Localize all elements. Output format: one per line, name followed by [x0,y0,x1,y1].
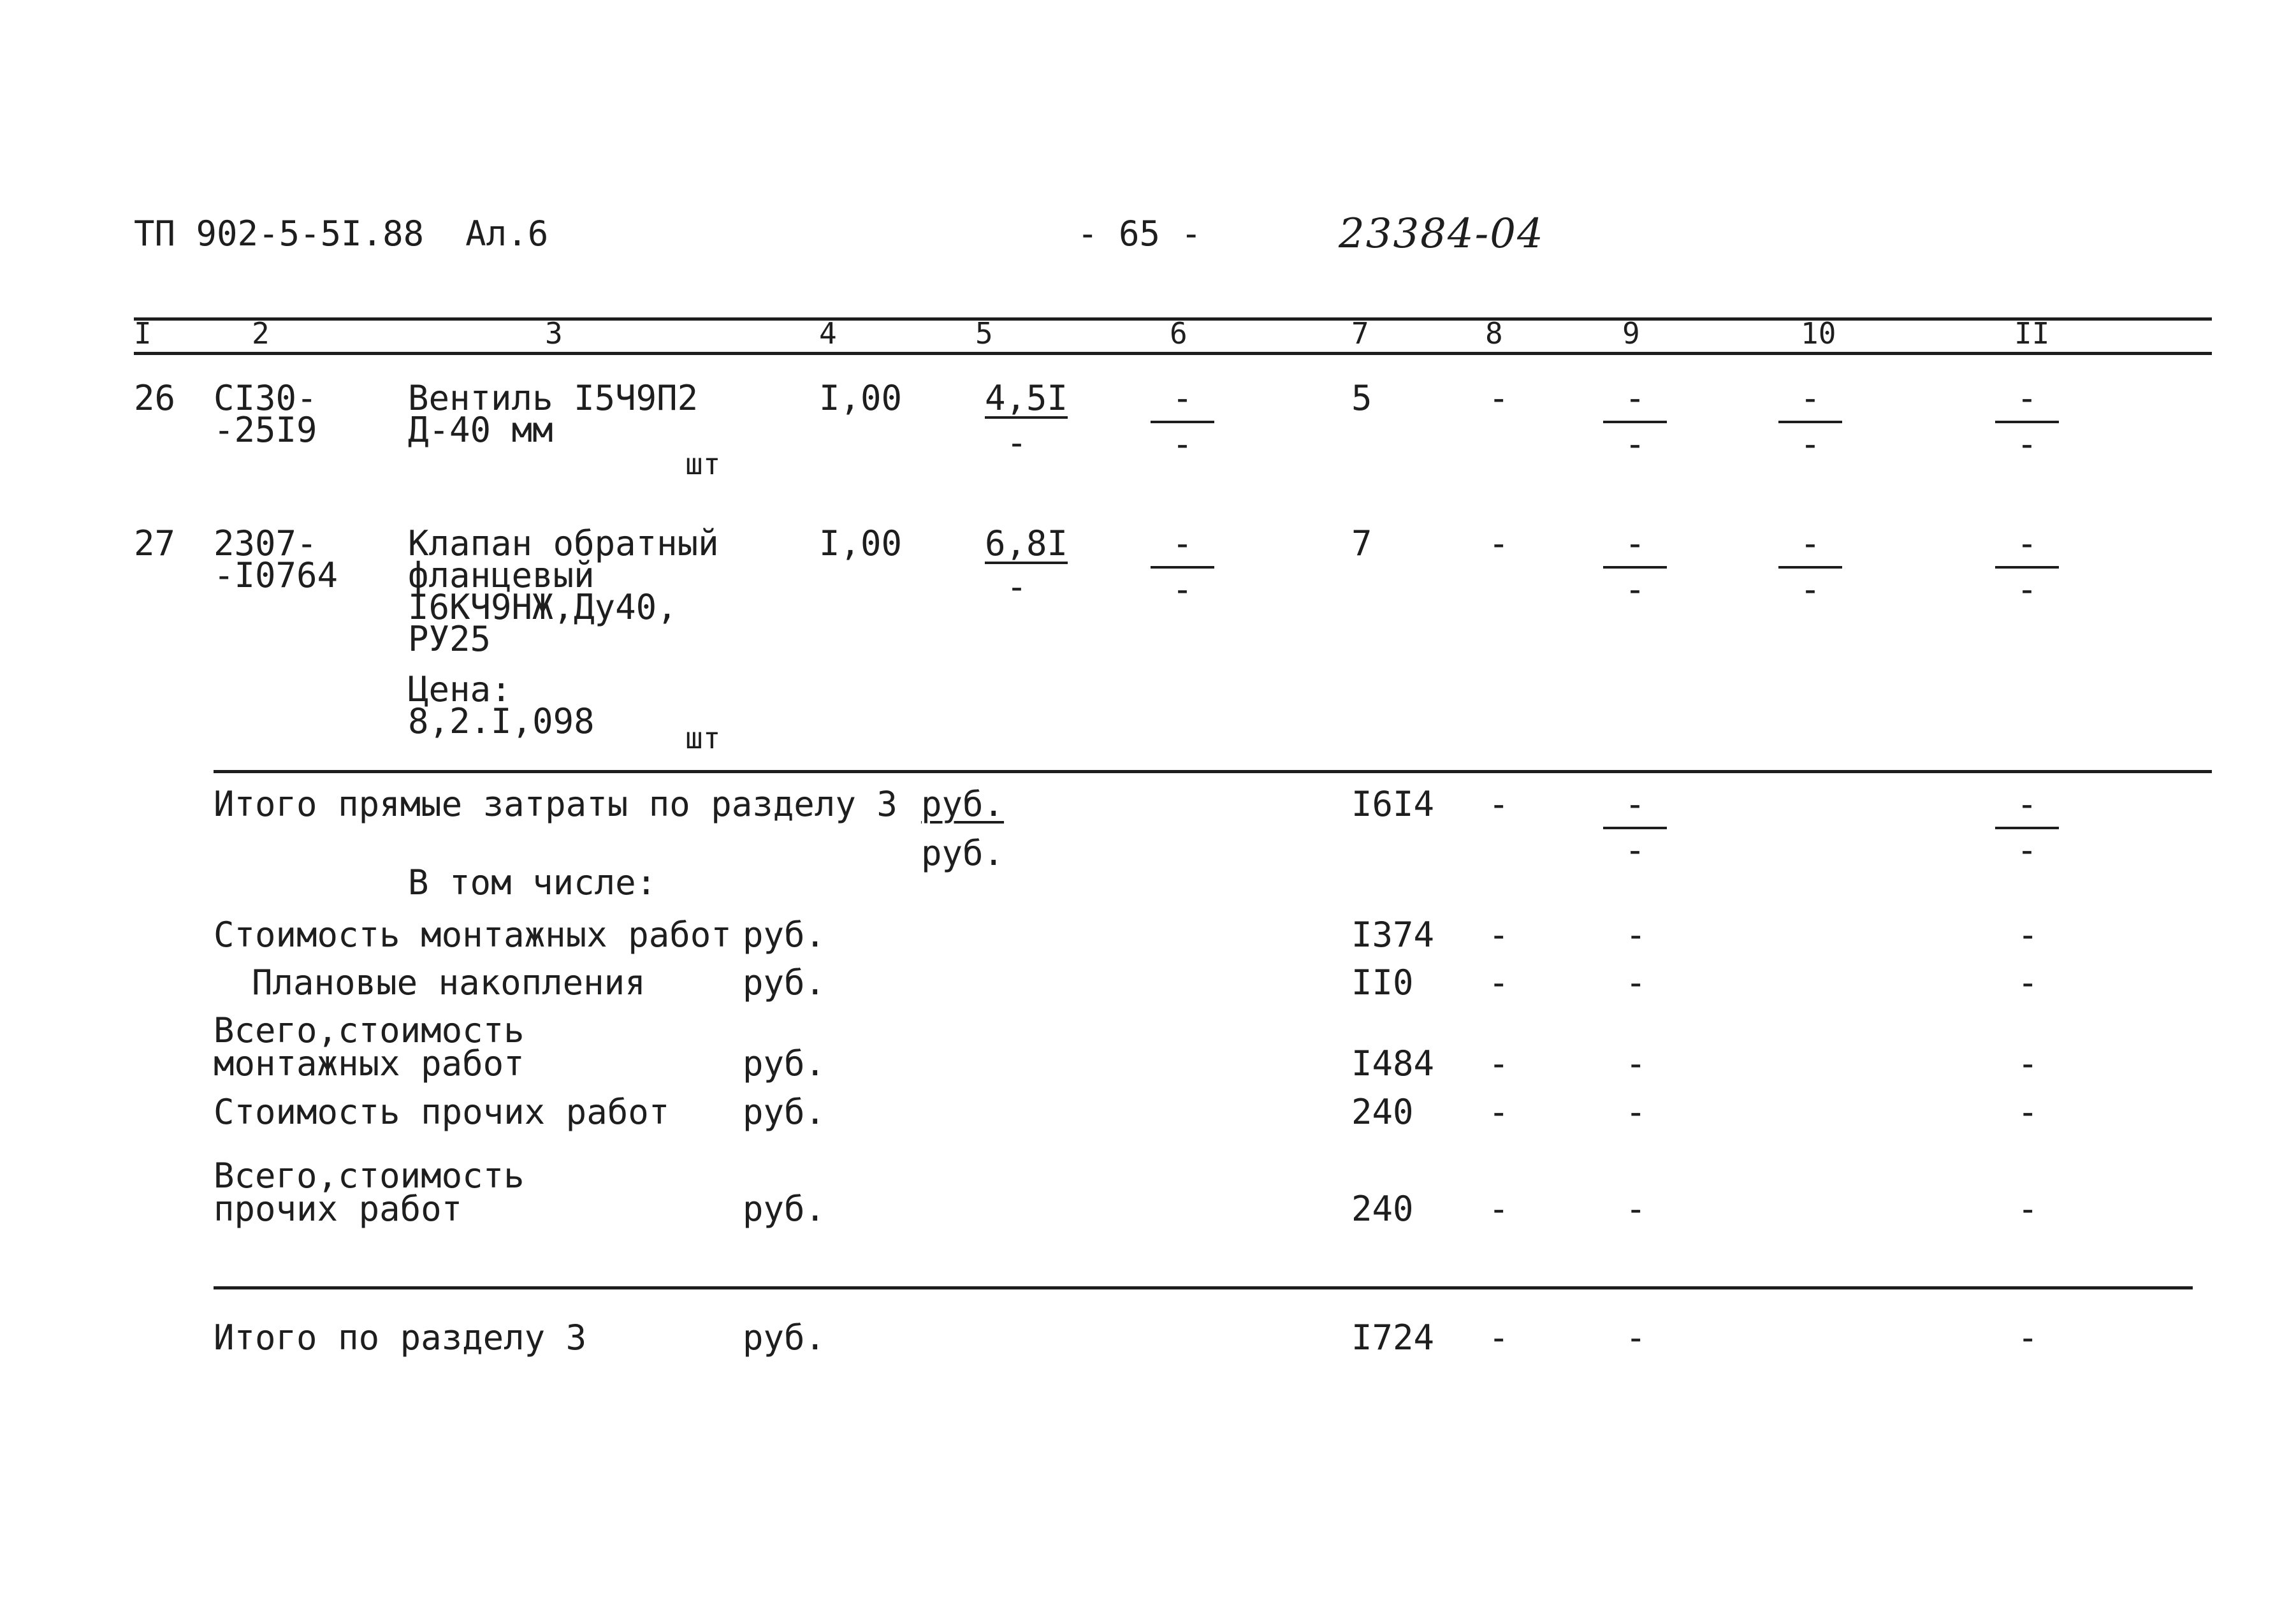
value-bottom: - [1172,424,1193,464]
item-description: Клапан обратный [408,523,719,563]
cost-column-11: - [2017,1043,2038,1084]
direct-costs-column-11 [1995,784,2059,870]
item-code: CI30- [214,378,317,418]
value-bottom: - [1172,569,1193,609]
item-description: I6КЧ9НЖ,Ду40, [408,587,678,627]
column-number-10: 10 [1801,316,1836,351]
column-9-value [1603,523,1667,609]
value-bottom: - [1624,569,1646,609]
document-code: ТП 902-5-5I.88 Ал.6 [134,214,549,254]
direct-costs-unit-secondary: руб. [921,833,1005,873]
column-8-value: - [1488,523,1509,563]
value-top: - [1778,526,1842,569]
cost-column-9: - [1625,1043,1646,1084]
cost-label: Всего,стоимость [214,1156,525,1196]
value-top: - [1151,381,1214,423]
direct-costs-column-9 [1603,784,1667,870]
cost-column-11: - [2017,962,2038,1003]
column-number-5: 5 [975,316,993,351]
page-number: - 65 - [1077,214,1202,254]
cost-unit: руб. [743,962,826,1003]
column-10-value [1778,378,1842,464]
value-top: - [1995,787,2059,829]
column-number-4: 4 [819,316,837,351]
item-code: -I0764 [214,555,338,595]
cost-column-9: - [1625,1189,1646,1229]
value-top: - [1995,381,2059,423]
item-unit: шт [685,721,721,755]
value-top: - [1995,526,2059,569]
cost-column-8: - [1488,1043,1509,1084]
value-top: - [1603,381,1667,423]
section-total-column-9: - [1625,1318,1646,1358]
column-7-value: 5 [1351,378,1372,418]
cost-column-9: - [1625,962,1646,1003]
section-total-label: Итого по разделу 3 [214,1318,587,1358]
cost-column-11: - [2017,1189,2038,1229]
value-top: - [1603,526,1667,569]
column-number-2: 2 [252,316,270,351]
column-7-value: 7 [1351,523,1372,563]
item-quantity: I,00 [819,523,903,563]
unit-price-bottom: - [1006,567,1028,607]
column-6-value [1151,378,1214,464]
column-11-value [1995,378,2059,464]
column-number-8: 8 [1485,316,1503,351]
value-bottom: - [1799,424,1821,464]
unit-price-bottom: - [1006,423,1028,463]
value-bottom: - [2016,830,2038,870]
handwritten-number: 23384-04 [1339,210,1544,258]
cost-label: монтажных работ [214,1043,525,1084]
item-code: -25I9 [214,410,317,450]
item-code: 2307- [214,523,317,563]
cost-column-11: - [2017,915,2038,955]
cost-unit: руб. [743,915,826,955]
column-10-value [1778,523,1842,609]
cost-value: 240 [1351,1189,1414,1229]
cost-column-8: - [1488,1189,1509,1229]
column-6-value [1151,523,1214,609]
value-bottom: - [1624,424,1646,464]
section-total-unit: руб. [743,1318,826,1358]
cost-label: Стоимость прочих работ [214,1092,670,1132]
section-total-divider [214,1286,2193,1289]
direct-costs-label: Итого прямые затраты по разделу 3 [214,784,897,824]
cost-column-8: - [1488,1092,1509,1132]
item-description: Вентиль I5Ч9П2 [408,378,699,418]
cost-value: II0 [1351,962,1414,1003]
value-bottom: - [2016,424,2038,464]
cost-value: I484 [1351,1043,1435,1084]
column-number-9: 9 [1622,316,1640,351]
including-label: В том числе: [408,862,657,903]
price-note-label: Цена: [408,669,512,709]
column-number-7: 7 [1351,316,1369,351]
value-top: - [1151,526,1214,569]
column-number-11: II [2014,316,2050,351]
item-quantity: I,00 [819,378,903,418]
cost-label: Стоимость монтажных работ [214,915,732,955]
cost-label: Всего,стоимость [214,1010,525,1050]
cost-column-9: - [1625,915,1646,955]
section-total-column-8: - [1488,1318,1509,1358]
unit-price-top: 4,5I [985,378,1068,418]
cost-label: Плановые накопления [252,962,646,1003]
column-9-value [1603,378,1667,464]
cost-unit: руб. [743,1092,826,1132]
unit-price-top: 6,8I [985,523,1068,563]
value-top: - [1603,787,1667,829]
cost-label: прочих работ [214,1189,463,1229]
value-bottom: - [1799,569,1821,609]
cost-value: 240 [1351,1092,1414,1132]
item-description: Д-40 мм [408,410,553,450]
value-bottom: - [2016,569,2038,609]
column-number-3: 3 [545,316,563,351]
cost-unit: руб. [743,1189,826,1229]
section-total-column-11: - [2017,1318,2038,1358]
direct-costs-column-8: - [1488,784,1509,824]
row-number: 26 [134,378,176,418]
item-description: РУ25 [408,619,491,659]
section-total-value: I724 [1351,1318,1435,1358]
row-number: 27 [134,523,176,563]
unit-price [985,378,1068,463]
price-note-value: 8,2.I,098 [408,701,595,741]
cost-column-11: - [2017,1092,2038,1132]
cost-value: I374 [1351,915,1435,955]
value-bottom: - [1624,830,1646,870]
direct-costs-value: I6I4 [1351,784,1435,824]
cost-column-8: - [1488,962,1509,1003]
cost-column-9: - [1625,1092,1646,1132]
totals-divider [214,770,2212,773]
item-unit: шт [685,447,721,481]
unit-price [985,523,1068,607]
direct-costs-unit: руб. [921,784,1005,824]
column-number-6: 6 [1170,316,1188,351]
column-number-1: I [134,316,152,351]
cost-column-8: - [1488,915,1509,955]
header-bottom-rule [134,352,2212,355]
value-top: - [1778,381,1842,423]
item-description: фланцевый [408,555,595,595]
cost-unit: руб. [743,1043,826,1084]
column-8-value: - [1488,378,1509,418]
column-11-value [1995,523,2059,609]
